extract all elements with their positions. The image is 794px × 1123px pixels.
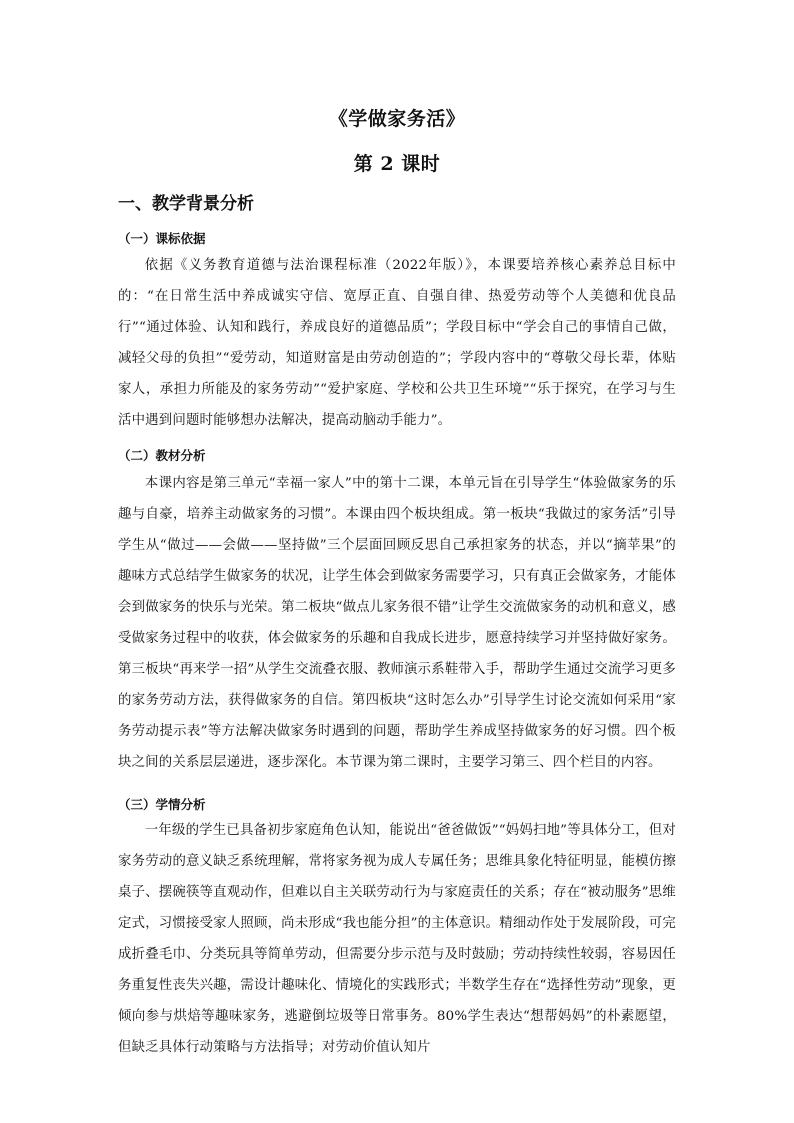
section-heading-teaching-background: 一、教学背景分析 — [118, 194, 254, 214]
paragraph-textbook-analysis: 本课内容是第三单元“幸福一家人”中的第十二课，本单元旨在引导学生“体验做家务的乐趣与自豪，培养主动做家务的习惯”。本课由四个板块组成。第一板块“我做过的家务活”引导学生从“做过——会做——坚持做”三个层面回顾反思自己承担家务的状态，并以“摘苹果”的趣味方式总结学生做家务的状况，让学生体会到做家务需要学习，只有真正会做家务，才能体会到做家务的快乐与光荣。第二板块“做点儿家务很不错”让学生交流做家务的动机和意义，感受做家务过程中的收获，体会做家务的乐趣和自我成长进步，愿意持续学习并坚持做好家务。第三板块“再来学一招”从学生交流叠衣服、教师演示系鞋带入手，帮助学生通过交流学习更多的家务劳动方法，获得做家务的自信。第四板块“这时怎么办”引导学生讨论交流如何采用“家务劳动提示表”等方法解决做家务时遇到的问题，帮助学生养成坚持做家务的好习惯。四个板块之间的关系层层递进，逐步深化。本节课为第二课时，主要学习第三、四个栏目的内容。 — [118, 476, 676, 770]
lesson-number: 第 2 课时 — [353, 153, 441, 175]
paragraph-curriculum-basis: 依据《义务教育道德与法治课程标准（2022年版）》，本课要培养核心素养总目标中的：“在日常生活中养成诚实守信、宽厚正直、自强自律、热爱劳动等个人美德和优良品行”“通过体验、认知和践行，养成良好的道德品质”；学段目标中“学会自己的事情自己做，减轻父母的负担”“爱劳动，知道财富是由劳动创造的”；学段内容中的“尊敬父母长辈，体贴家人，承担力所能及的家务劳动”“爱护家庭、学校和公共卫生环境”“乐于探究，在学习与生活中遇到问题时能够想办法解决，提高动脑动手能力”。 — [118, 258, 676, 428]
subsection-heading-student-analysis: （三）学情分析 — [118, 797, 206, 812]
subsection-heading-textbook-analysis: （二）教材分析 — [118, 448, 206, 463]
document-title: 《学做家务活》 — [328, 108, 466, 130]
paragraph-student-analysis: 一年级的学生已具备初步家庭角色认知，能说出“爸爸做饭”“妈妈扫地”等具体分工，但对家务劳动的意义缺乏系统理解，常将家务视为成人专属任务；思维具象化特征明显，能模仿擦桌子、摆碗筷等直观动作，但难以自主关联劳动行为与家庭责任的关系；存在“被动服务”思维定式，习惯接受家人照顾，尚未形成“我也能分担”的主体意识。精细动作处于发展阶段，可完成折叠毛巾、分类玩具等简单劳动，但需要分步示范与及时鼓励；劳动持续性较弱，容易因任务重复性丧失兴趣，需设计趣味化、情境化的实践形式；半数学生存在“选择性劳动”现象，更倾向参与烘焙等趣味家务，逃避倒垃圾等日常事务。80%学生表达“想帮妈妈”的朴素愿望，但缺乏具体行动策略与方法指导；对劳动价值认知片 — [118, 823, 676, 1055]
subsection-heading-curriculum-basis: （一）课标依据 — [118, 231, 206, 246]
